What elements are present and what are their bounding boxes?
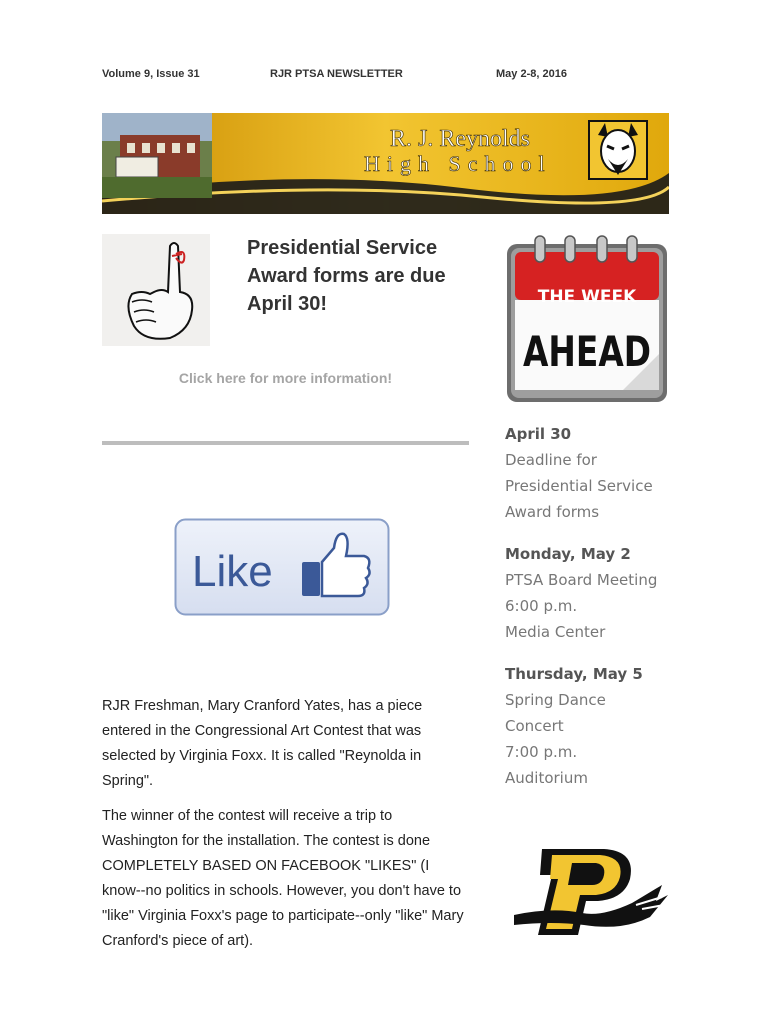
week-ahead-calendar-icon: [503, 234, 671, 404]
school-r-logo-icon: [512, 845, 670, 940]
event-detail: PTSA Board Meeting: [505, 571, 658, 589]
event-date: Monday, May 2: [505, 545, 631, 563]
headline: Presidential Service Award forms are due April 30!: [247, 237, 446, 315]
calendar-bottom-text: AHEAD: [523, 327, 651, 376]
event-item: [505, 661, 685, 791]
newsletter-date: May 2-8, 2016: [496, 68, 567, 80]
reminder-finger-icon: [102, 234, 210, 346]
events-list: [505, 421, 685, 807]
event-detail: Concert: [505, 717, 564, 735]
event-detail: Award forms: [505, 503, 600, 521]
event-date: Thursday, May 5: [505, 665, 643, 683]
calendar-top-text: THE WEEK: [537, 287, 637, 307]
event-detail: 7:00 p.m.: [505, 743, 578, 761]
divider: [102, 441, 469, 445]
newsletter-title: RJR PTSA NEWSLETTER: [270, 68, 403, 80]
event-detail: Deadline for: [505, 451, 597, 469]
like-label: Like: [192, 547, 273, 596]
school-building-photo: [102, 113, 212, 198]
event-detail: Auditorium: [505, 769, 588, 787]
article-paragraph: The winner of the contest will receive a trip to Washington for the installation. The contest is done COMPLETELY BASED ON FACEBOOK "LIKES" (I know--no politics in schools. However, you don't have to "like" Virginia Foxx's page to participate--only "like" Mary Cranford's piece of art).: [102, 808, 464, 949]
article-paragraph: RJR Freshman, Mary Cranford Yates, has a piece entered in the Congressional Art Contest that was selected by Virginia Foxx. It is called "Reynolda in Spring".: [102, 698, 423, 789]
more-info-link[interactable]: Click here for more information!: [178, 370, 393, 386]
event-detail: Spring Dance: [505, 691, 606, 709]
facebook-like-button[interactable]: [174, 518, 390, 616]
event-detail: Presidential Service: [505, 477, 653, 495]
school-banner: [102, 113, 669, 214]
demon-mascot-icon: [589, 121, 647, 179]
event-detail: Media Center: [505, 623, 606, 641]
event-item: [505, 541, 685, 645]
banner-line2: High School: [364, 151, 552, 176]
volume-issue: Volume 9, Issue 31: [102, 68, 200, 80]
event-detail: 6:00 p.m.: [505, 597, 578, 615]
event-item: [505, 421, 685, 525]
event-date: April 30: [505, 425, 572, 443]
banner-line1: R. J. Reynolds: [390, 126, 531, 152]
